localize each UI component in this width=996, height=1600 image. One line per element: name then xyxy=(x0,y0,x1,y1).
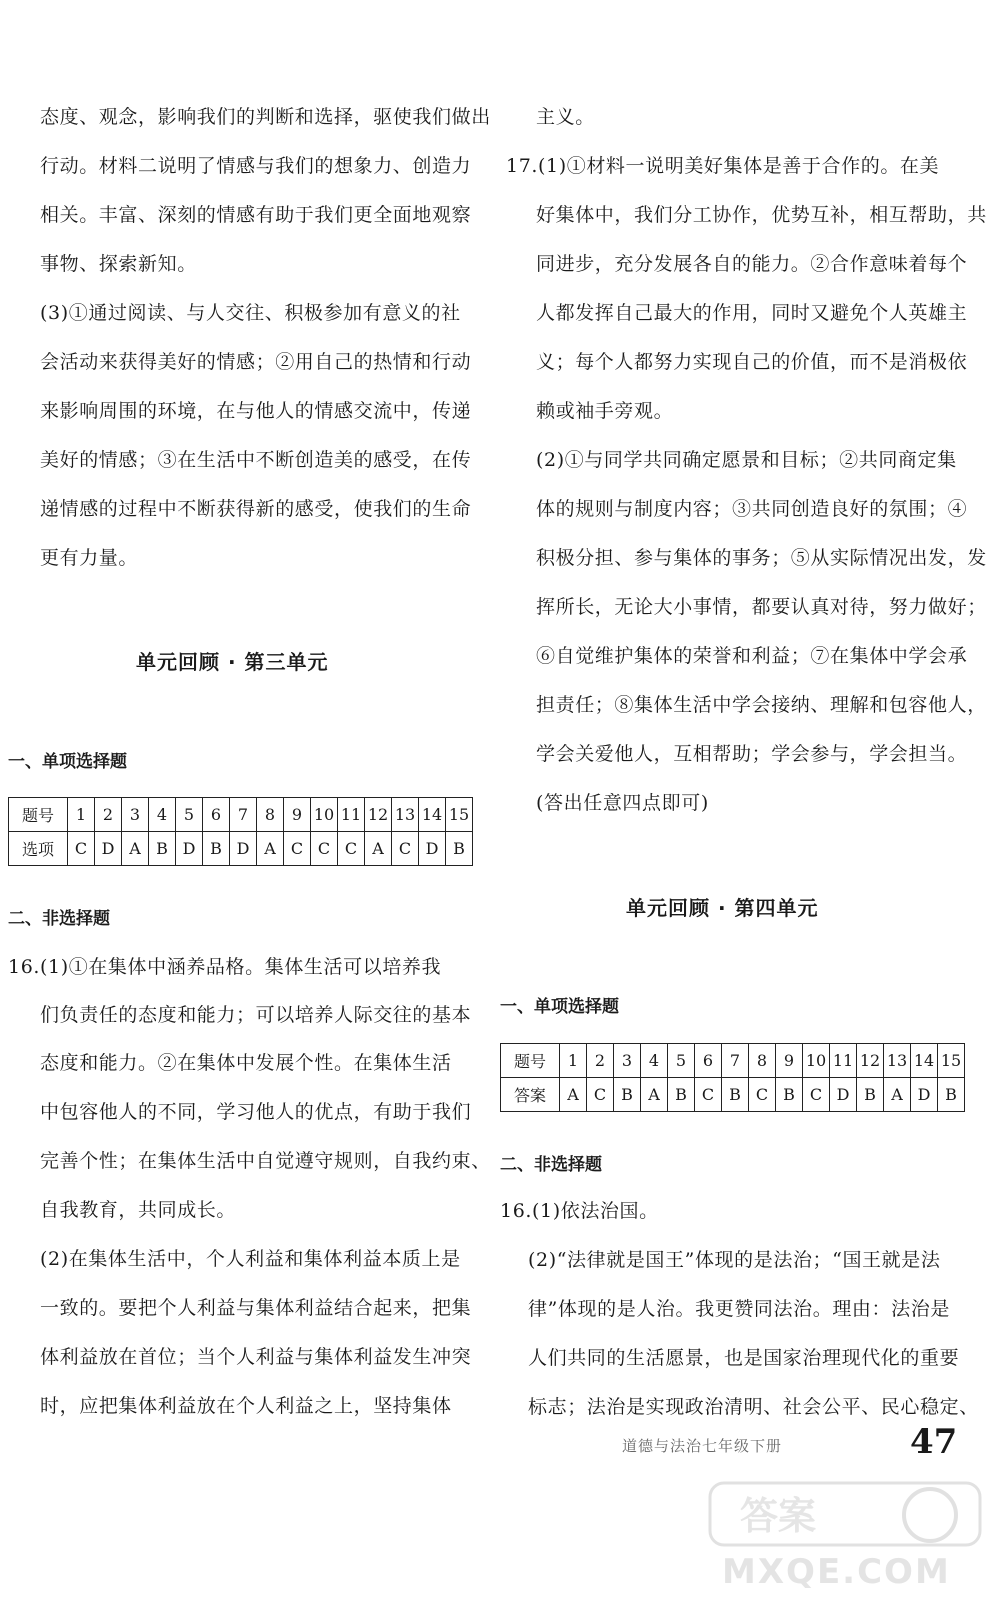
table-cell: B xyxy=(149,832,176,866)
table-cell: A xyxy=(365,832,392,866)
text-line: (3)①通过阅读、与人交往、积极参加有意义的社 xyxy=(40,302,461,324)
text-line: (2)“法律就是国王”体现的是法治；“国王就是法 xyxy=(528,1249,941,1271)
table-cell: 8 xyxy=(749,1044,776,1078)
book-title-footer: 道德与法治七年级下册 xyxy=(622,1437,783,1455)
table-cell: 13 xyxy=(392,798,419,832)
table-cell: 3 xyxy=(122,798,149,832)
text-line: 同进步，充分发展各自的能力。②合作意味着每个 xyxy=(536,253,968,275)
text-line: 学会关爱他人，互相帮助；学会参与，学会担当。 xyxy=(536,743,968,765)
text-line: 态度、观念，影响我们的判断和选择，驱使我们做出 xyxy=(40,106,491,128)
section-heading: 一、单项选择题 xyxy=(8,752,127,772)
text-line: 17.(1)①材料一说明美好集体是善于合作的。在美 xyxy=(506,155,940,177)
text-line: 挥所长，无论大小事情，都要认真对待，努力做好； xyxy=(536,596,987,618)
text-line: 人们共同的生活愿景，也是国家治理现代化的重要 xyxy=(528,1347,960,1369)
table-row xyxy=(501,1078,965,1112)
section-heading: 一、单项选择题 xyxy=(500,997,619,1017)
table-cell: 选项 xyxy=(9,832,68,866)
table-cell: 11 xyxy=(338,798,365,832)
table-cell: 15 xyxy=(938,1044,965,1078)
table-cell: 4 xyxy=(641,1044,668,1078)
table-cell: 1 xyxy=(560,1044,587,1078)
svg-text:答案: 答案 xyxy=(740,1494,817,1538)
table-cell: B xyxy=(938,1078,965,1112)
table-cell: A xyxy=(884,1078,911,1112)
table-cell: C xyxy=(803,1078,830,1112)
page-number: 47 xyxy=(910,1422,958,1462)
text-line: 们负责任的态度和能力；可以培养人际交往的基本 xyxy=(40,1004,472,1026)
table-cell: 1 xyxy=(68,798,95,832)
section-heading: 二、非选择题 xyxy=(500,1155,602,1175)
table-cell: 5 xyxy=(176,798,203,832)
table-cell: 5 xyxy=(668,1044,695,1078)
table-cell: C xyxy=(311,832,338,866)
table-cell: C xyxy=(338,832,365,866)
text-line: (2)①与同学共同确定愿景和目标；②共同商定集 xyxy=(536,449,957,471)
unit-title: 单元回顾 · 第三单元 xyxy=(136,650,329,674)
text-line: 标志；法治是实现政治清明、社会公平、民心稳定、 xyxy=(528,1396,979,1418)
table-cell: C xyxy=(284,832,311,866)
text-line: 律”体现的是人治。我更赞同法治。理由：法治是 xyxy=(528,1298,950,1320)
table-cell: 题号 xyxy=(501,1044,560,1078)
table-cell: 9 xyxy=(284,798,311,832)
text-line: 义；每个人都努力实现自己的价值，而不是消极依 xyxy=(536,351,968,373)
table-cell: 6 xyxy=(695,1044,722,1078)
table-cell: 题号 xyxy=(9,798,68,832)
table-cell: 7 xyxy=(230,798,257,832)
text-line: 自我教育，共同成长。 xyxy=(40,1199,237,1221)
table-cell: 6 xyxy=(203,798,230,832)
svg-text:MXQE.COM: MXQE.COM xyxy=(722,1552,951,1592)
table-cell: 2 xyxy=(95,798,122,832)
text-line: 体利益放在首位；当个人利益与集体利益发生冲突 xyxy=(40,1346,472,1368)
text-line: 16.(1)依法治国。 xyxy=(500,1200,659,1222)
table-cell: C xyxy=(68,832,95,866)
answer-table xyxy=(8,797,473,866)
table-cell: B xyxy=(722,1078,749,1112)
table-cell: 9 xyxy=(776,1044,803,1078)
table-cell: 12 xyxy=(365,798,392,832)
table-row xyxy=(9,798,473,832)
table-row xyxy=(501,1044,965,1078)
table-cell: D xyxy=(419,832,446,866)
text-line: 赖或袖手旁观。 xyxy=(536,400,674,422)
text-line: 递情感的过程中不断获得新的感受，使我们的生命 xyxy=(40,498,472,520)
text-line: 态度和能力。②在集体中发展个性。在集体生活 xyxy=(40,1052,452,1074)
text-line: 16.(1)①在集体中涵养品格。集体生活可以培养我 xyxy=(8,956,442,978)
text-line: 美好的情感；③在生活中不断创造美的感受，在传 xyxy=(40,449,472,471)
text-line: 完善个性；在集体生活中自觉遵守规则，自我约束、 xyxy=(40,1150,491,1172)
table-cell: C xyxy=(392,832,419,866)
table-cell: 10 xyxy=(311,798,338,832)
text-line: ⑥自觉维护集体的荣誉和利益；⑦在集体中学会承 xyxy=(536,645,968,667)
table-cell: 答案 xyxy=(501,1078,560,1112)
text-line: 事物、探索新知。 xyxy=(40,253,197,275)
text-line: (答出任意四点即可) xyxy=(536,792,709,814)
table-cell: B xyxy=(857,1078,884,1112)
table-cell: 14 xyxy=(419,798,446,832)
text-line: 相关。丰富、深刻的情感有助于我们更全面地观察 xyxy=(40,204,472,226)
text-line: 担责任；⑧集体生活中学会接纳、理解和包容他人， xyxy=(536,694,987,716)
table-cell: A xyxy=(560,1078,587,1112)
unit-title: 单元回顾 · 第四单元 xyxy=(626,896,819,920)
table-cell: A xyxy=(641,1078,668,1112)
text-line: 好集体中，我们分工协作，优势互补，相互帮助，共 xyxy=(536,204,987,226)
table-cell: D xyxy=(176,832,203,866)
table-cell: B xyxy=(614,1078,641,1112)
section-heading: 二、非选择题 xyxy=(8,909,110,929)
table-cell: 4 xyxy=(149,798,176,832)
table-cell: 14 xyxy=(911,1044,938,1078)
table-cell: 12 xyxy=(857,1044,884,1078)
table-cell: C xyxy=(749,1078,776,1112)
text-line: 会活动来获得美好的情感；②用自己的热情和行动 xyxy=(40,351,472,373)
table-cell: B xyxy=(668,1078,695,1112)
table-cell: B xyxy=(203,832,230,866)
table-cell: 11 xyxy=(830,1044,857,1078)
table-cell: A xyxy=(257,832,284,866)
text-line: 人都发挥自己最大的作用，同时又避免个人英雄主 xyxy=(536,302,968,324)
text-line: 行动。材料二说明了情感与我们的想象力、创造力 xyxy=(40,155,472,177)
text-line: 一致的。要把个人利益与集体利益结合起来，把集 xyxy=(40,1297,472,1319)
text-line: 积极分担、参与集体的事务；⑤从实际情况出发，发 xyxy=(536,547,987,569)
text-line: 主义。 xyxy=(536,106,595,128)
text-line: 时，应把集体利益放在个人利益之上，坚持集体 xyxy=(40,1395,452,1417)
table-cell: 2 xyxy=(587,1044,614,1078)
table-row xyxy=(9,832,473,866)
answer-table xyxy=(500,1043,965,1112)
table-cell: B xyxy=(776,1078,803,1112)
table-cell: D xyxy=(230,832,257,866)
table-cell: D xyxy=(911,1078,938,1112)
text-line: 中包容他人的不同，学习他人的优点，有助于我们 xyxy=(40,1101,472,1123)
table-cell: B xyxy=(446,832,473,866)
table-cell: A xyxy=(122,832,149,866)
watermark-logo xyxy=(700,1475,990,1595)
table-cell: 15 xyxy=(446,798,473,832)
table-cell: 3 xyxy=(614,1044,641,1078)
table-cell: 13 xyxy=(884,1044,911,1078)
text-line: 更有力量。 xyxy=(40,547,139,569)
text-line: 体的规则与制度内容；③共同创造良好的氛围；④ xyxy=(536,498,968,520)
table-cell: C xyxy=(587,1078,614,1112)
table-cell: 7 xyxy=(722,1044,749,1078)
text-line: (2)在集体生活中，个人利益和集体利益本质上是 xyxy=(40,1248,461,1270)
table-cell: 8 xyxy=(257,798,284,832)
table-cell: D xyxy=(830,1078,857,1112)
table-cell: 10 xyxy=(803,1044,830,1078)
table-cell: D xyxy=(95,832,122,866)
table-cell: C xyxy=(695,1078,722,1112)
text-line: 来影响周围的环境，在与他人的情感交流中，传递 xyxy=(40,400,472,422)
